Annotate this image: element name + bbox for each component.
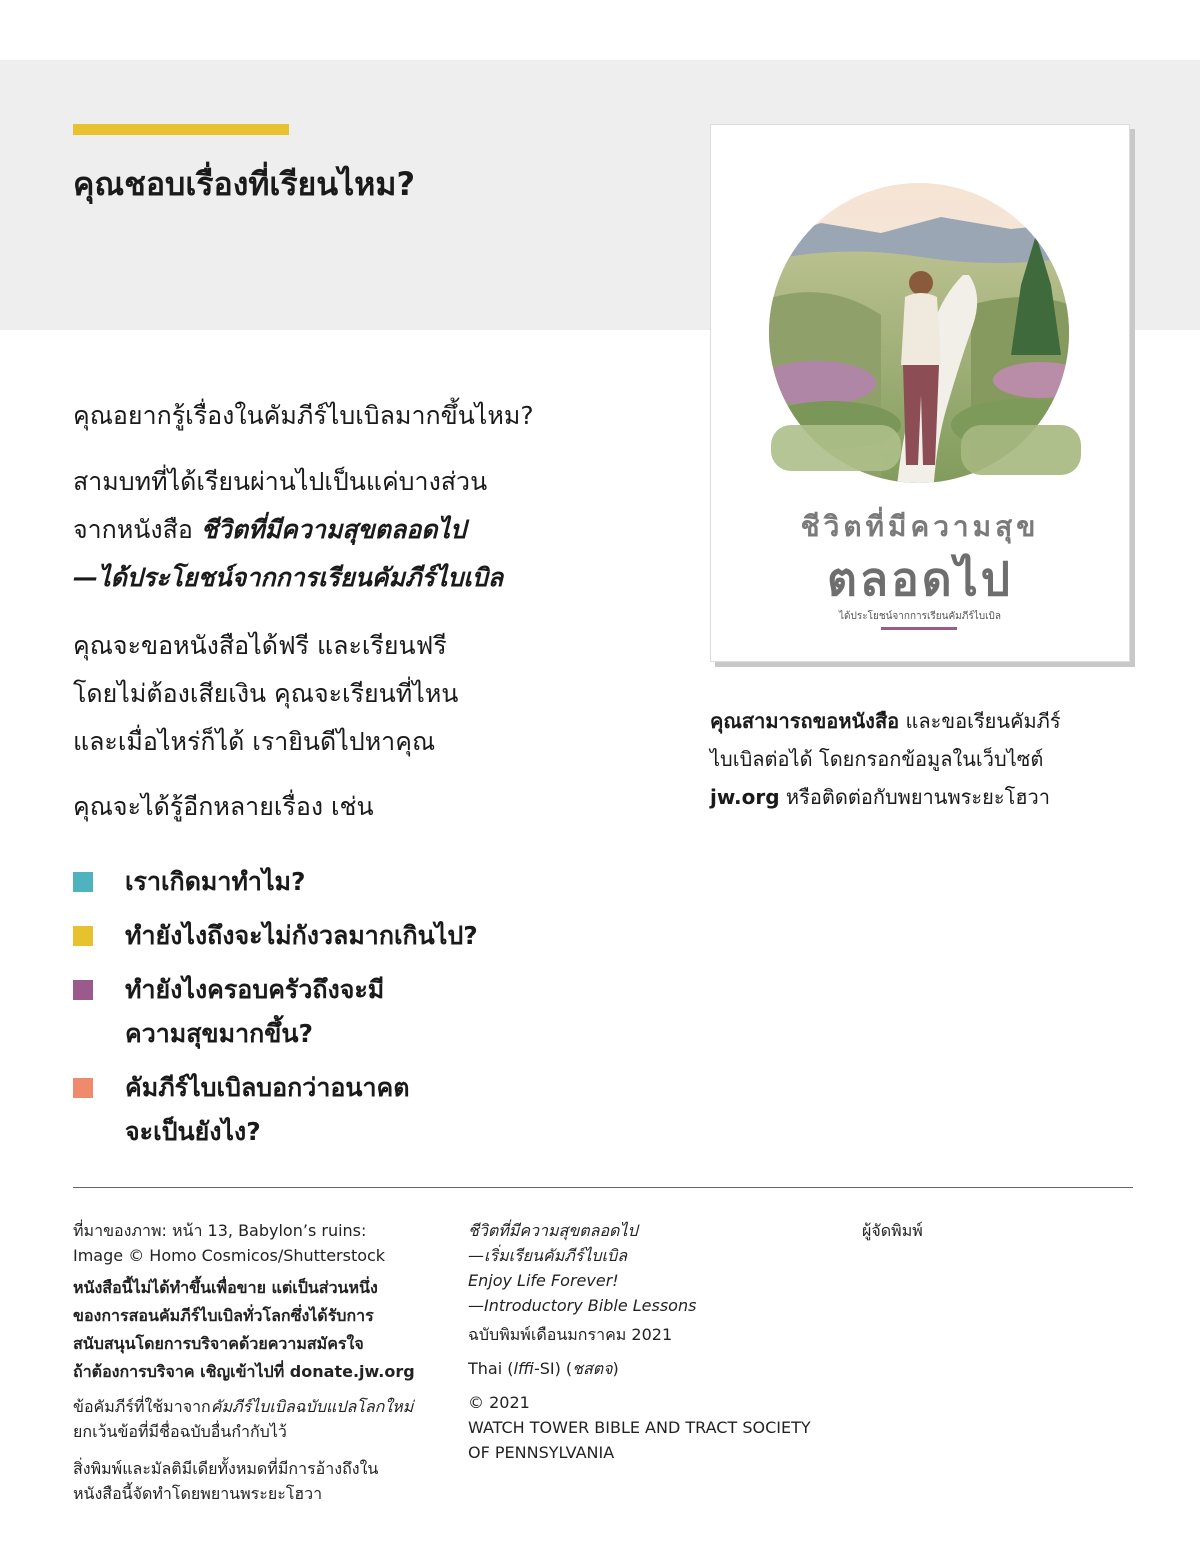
- scripture-version: คัมภีร์ไบเบิลฉบับแปลโลกใหม่: [210, 1397, 414, 1416]
- square-bullet-icon: [73, 1078, 93, 1098]
- publisher-label: ผู้จัดพิมพ์: [862, 1221, 923, 1240]
- topic-text: ทำยังไงถึงจะไม่กังวลมากเกินไป?: [125, 921, 478, 950]
- topic-item: [73, 1066, 593, 1154]
- book-title: ชีวิตที่มีความสุขตลอดไป —ได้ประโยชน์จากการเรียนคัมภีร์ไบเบิล: [73, 515, 504, 592]
- lang-code: lffi: [513, 1359, 534, 1378]
- topic-item: [73, 968, 593, 1056]
- lang-middle: -SI) (: [533, 1359, 573, 1378]
- lang-suffix: ): [612, 1359, 619, 1378]
- square-bullet-icon: [73, 926, 93, 946]
- topic-text: คัมภีร์ไบเบิลบอกว่าอนาคต จะเป็นยังไง?: [125, 1073, 410, 1146]
- scripture-suffix: ยกเว้นข้อที่มีชื่อฉบับอื่นกำกับไว้: [73, 1422, 287, 1441]
- request-lead: คุณสามารถขอหนังสือ: [710, 709, 900, 733]
- not-for-sale-notice: หนังสือนี้ไม่ได้ทำขึ้นเพื่อขาย แต่เป็นส่วนหนึ่ง ของการสอนคัมภีร์ไบเบิลทั่วโลกซึ่งได้รับการ สนับสนุนโดยการบริจาคด้วยความสมัครใจ ถ้าต้องการบริจาค เชิญเข้าไปที่ donate.jw.org: [73, 1278, 415, 1381]
- cover-title-line1: ชีวิตที่มีความสุข: [800, 510, 1040, 543]
- intro-lessons: [73, 458, 593, 602]
- lang-thai-code: ชสตจ: [572, 1359, 613, 1378]
- topic-item: [73, 914, 593, 958]
- topic-text: เราเกิดมาทำไม?: [125, 867, 306, 896]
- website-link[interactable]: jw.org: [710, 785, 780, 809]
- page-heading: คุณชอบเรื่องที่เรียนไหม?: [73, 165, 415, 203]
- edition-note: ฉบับพิมพ์เดือนมกราคม 2021: [468, 1325, 673, 1344]
- scripture-note: [73, 1394, 443, 1444]
- intro-learn-more: คุณจะได้รู้อีกหลายเรื่อง เช่น: [73, 792, 374, 821]
- topic-text: ทำยังไงครอบครัวถึงจะมี ความสุขมากขึ้น?: [125, 975, 385, 1048]
- request-text: และขอเรียนคัมภีร์ ไบเบิลต่อได้ โดยกรอกข้อมูลในเว็บไซต์: [710, 709, 1061, 771]
- language-code: [468, 1356, 838, 1381]
- lang-prefix: Thai (: [468, 1359, 514, 1378]
- book-cover: [710, 124, 1130, 662]
- topic-list: [73, 860, 593, 1164]
- accent-bar: [73, 124, 289, 135]
- topic-item: [73, 860, 593, 904]
- square-bullet-icon: [73, 980, 93, 1000]
- intro-free-offer: คุณจะขอหนังสือได้ฟรี และเรียนฟรี โดยไม่ต้องเสียเงิน คุณจะเรียนที่ไหน และเมื่อไหร่ก็ได้ เรายินดีไปหาคุณ: [73, 631, 459, 756]
- book-title-block: [468, 1218, 838, 1318]
- book-title-english: Enjoy Life Forever! —Introductory Bible Lessons: [468, 1271, 697, 1315]
- publications-note: สิ่งพิมพ์และมัลติมีเดียทั้งหมดที่มีการอ้างถึงใน หนังสือนี้จัดทำโดยพยานพระยะโฮวา: [73, 1459, 379, 1503]
- image-credit: ที่มาของภาพ: หน้า 13, Babylon’s ruins: Image © Homo Cosmicos/Shutterstock: [73, 1221, 386, 1265]
- cover-subtitle: ได้ประโยชน์จากการเรียนคัมภีร์ไบเบิล: [838, 611, 1002, 622]
- cover-underline: [881, 627, 957, 630]
- copyright: © 2021 WATCH TOWER BIBLE AND TRACT SOCIETY OF PENNSYLVANIA: [468, 1393, 811, 1462]
- footer-divider: [73, 1187, 1133, 1188]
- book-title-thai: ชีวิตที่มีความสุขตลอดไป —เริ่มเรียนคัมภีร์ไบเบิล: [468, 1221, 638, 1265]
- scripture-prefix: ข้อคัมภีร์ที่ใช้มาจาก: [73, 1397, 211, 1416]
- request-paragraph: [710, 702, 1130, 816]
- request-text-end: หรือติดต่อกับพยานพระยะโฮวา: [779, 785, 1050, 809]
- intro-question: คุณอยากรู้เรื่องในคัมภีร์ไบเบิลมากขึ้นไหม?: [73, 401, 534, 430]
- lessons-prefix: สามบทที่ได้เรียนผ่านไปเป็นแค่บางส่วน จากหนังสือ: [73, 467, 488, 544]
- cover-title-line2: ตลอดไป: [827, 552, 1013, 606]
- square-bullet-icon: [73, 872, 93, 892]
